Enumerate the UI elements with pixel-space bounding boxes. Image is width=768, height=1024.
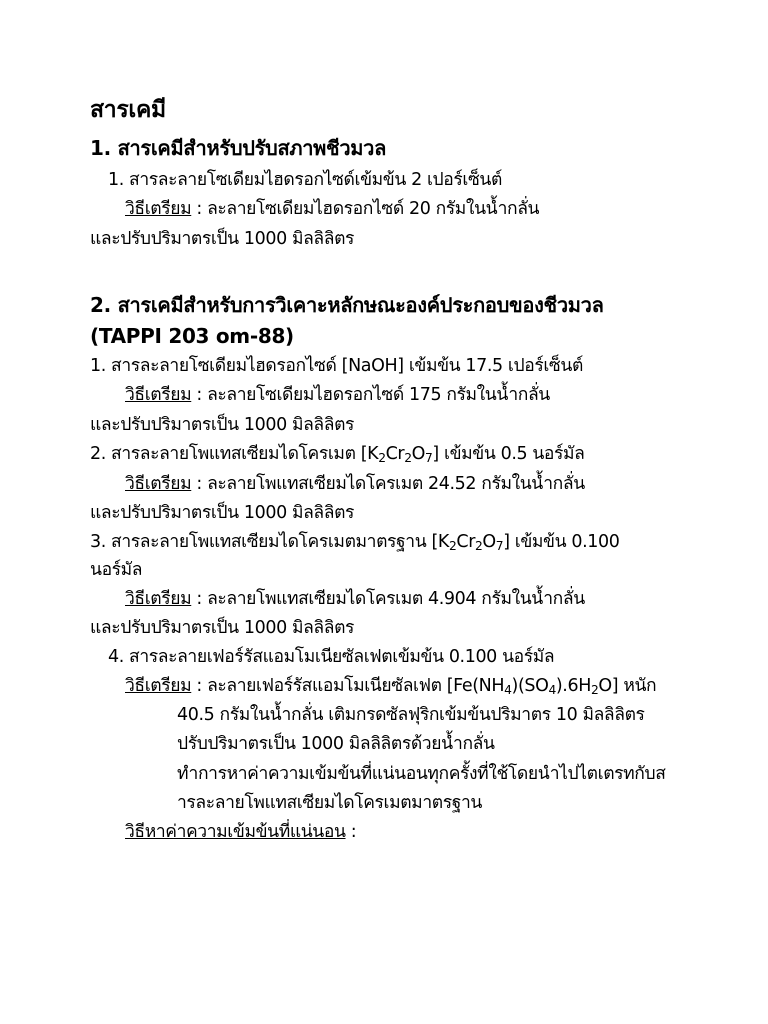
s2-item-4-conc-method <box>125 820 356 844</box>
subscript: 4 <box>504 683 512 698</box>
prep-label: วิธีเตรียม <box>125 676 192 696</box>
formula-text: O <box>482 532 496 552</box>
subscript: 2 <box>378 451 386 466</box>
s2-item-2-prep-cont: และปรับปริมาตรเป็น 1000 มิลลิลิตร <box>90 503 355 523</box>
prep-text: : ละลายเฟอร์รัสแอมโมเนียซัลเฟต [Fe(NH <box>191 676 505 696</box>
conc-method-label: วิธีหาค่าความเข้มข้นที่แน่นอน <box>125 822 346 842</box>
subscript: 2 <box>404 451 412 466</box>
s2-item-1-prep <box>125 383 550 407</box>
prep-text: ).6H <box>555 676 591 696</box>
subscript: 2 <box>475 539 483 554</box>
s2-item-4-name: 4. สารละลายเฟอร์รัสแอมโมเนียซัลเฟตเข้มข้น 0.100 นอร์มัล <box>108 647 555 667</box>
formula-text: Cr <box>385 444 405 464</box>
s1-item-1-prep-cont: และปรับปริมาตรเป็น 1000 มิลลิลิตร <box>90 229 355 249</box>
formula-text: Cr <box>456 532 475 552</box>
formula-text: ] เข้มข้น 0.100 <box>503 532 620 552</box>
formula-text: O <box>411 444 426 464</box>
section-2-heading-cont: (TAPPI 203 om-88) <box>90 324 294 348</box>
prep-label: วิธีเตรียม <box>125 474 192 494</box>
section-2-heading: 2. สารเคมีสำหรับการวิเคาะหลักษณะองค์ประกอบของชีวมวล <box>90 293 604 317</box>
subscript: 7 <box>425 451 433 466</box>
formula-text: 3. สารละลายโพแทสเซียมไดโครเมตมาตรฐาน [K <box>90 532 449 552</box>
s2-item-3-prep-cont: และปรับปริมาตรเป็น 1000 มิลลิลิตร <box>90 618 355 638</box>
subscript: 2 <box>448 539 457 554</box>
s2-item-4-prep <box>125 674 656 698</box>
conc-method-suffix: : <box>345 822 357 842</box>
prep-text: )(SO <box>511 676 549 696</box>
prep-label: วิธีเตรียม <box>125 199 192 219</box>
subscript: 4 <box>548 683 556 698</box>
s2-item-2-name <box>90 442 585 466</box>
subscript: 2 <box>590 683 599 698</box>
s2-item-4-prep-cont-3: ทำการหาค่าความเข้มข้นที่แน่นอนทุกครั้งที่ใช้โดยนำไปไตเตรทกับส <box>177 764 666 784</box>
s2-item-4-prep-cont-2: ปรับปริมาตรเป็น 1000 มิลลิลิตรด้วยน้ำกลั่น <box>177 734 495 754</box>
prep-text: : ละลายโพแทสเซียมไดโครเมต 24.52 กรัมในน้ำกลั่น <box>191 474 585 494</box>
formula-text: ] เข้มข้น 0.5 นอร์มัล <box>432 444 585 464</box>
prep-text: : ละลายโซเดียมไฮดรอกไซด์ 20 กรัมในน้ำกลั่น <box>191 199 540 219</box>
prep-text: : ละลายโซเดียมไฮดรอกไซด์ 175 กรัมในน้ำกลั่น <box>191 385 550 405</box>
subscript: 7 <box>495 539 504 554</box>
s2-item-1-prep-cont: และปรับปริมาตรเป็น 1000 มิลลิลิตร <box>90 415 355 435</box>
formula-text: 2. สารละลายโพแทสเซียมไดโครเมต [K <box>90 444 379 464</box>
prep-label: วิธีเตรียม <box>125 589 192 609</box>
s1-item-1-prep <box>125 197 539 221</box>
s2-item-4-prep-cont-4: ารละลายโพแทสเซียมไดโครเมตมาตรฐาน <box>177 793 482 813</box>
prep-text: O] หนัก <box>598 676 657 696</box>
section-1-heading: 1. สารเคมีสำหรับปรับสภาพชีวมวล <box>90 136 387 160</box>
prep-text: : ละลายโพแทสเซียมไดโครเมต 4.904 กรัมในน้ำกลั่น <box>191 589 585 609</box>
s2-item-1-name: 1. สารละลายโซเดียมไฮดรอกไซด์ [NaOH] เข้มข้น 17.5 เปอร์เซ็นต์ <box>90 356 583 376</box>
s1-item-1-name: 1. สารละลายโซเดียมไฮดรอกไซด์เข้มข้น 2 เปอร์เซ็นต์ <box>108 170 502 190</box>
s2-item-2-prep <box>125 472 585 496</box>
s2-item-3-name <box>90 530 619 554</box>
s2-item-3-prep <box>125 587 585 611</box>
page-title: สารเคมี <box>90 97 166 123</box>
prep-label: วิธีเตรียม <box>125 385 192 405</box>
s2-item-3-name-cont: นอร์มัล <box>90 560 143 580</box>
s2-item-4-prep-cont-1: 40.5 กรัมในน้ำกลั่น เติมกรดซัลฟุริกเข้มข้นปริมาตร 10 มิลลิลิตร <box>177 705 645 725</box>
